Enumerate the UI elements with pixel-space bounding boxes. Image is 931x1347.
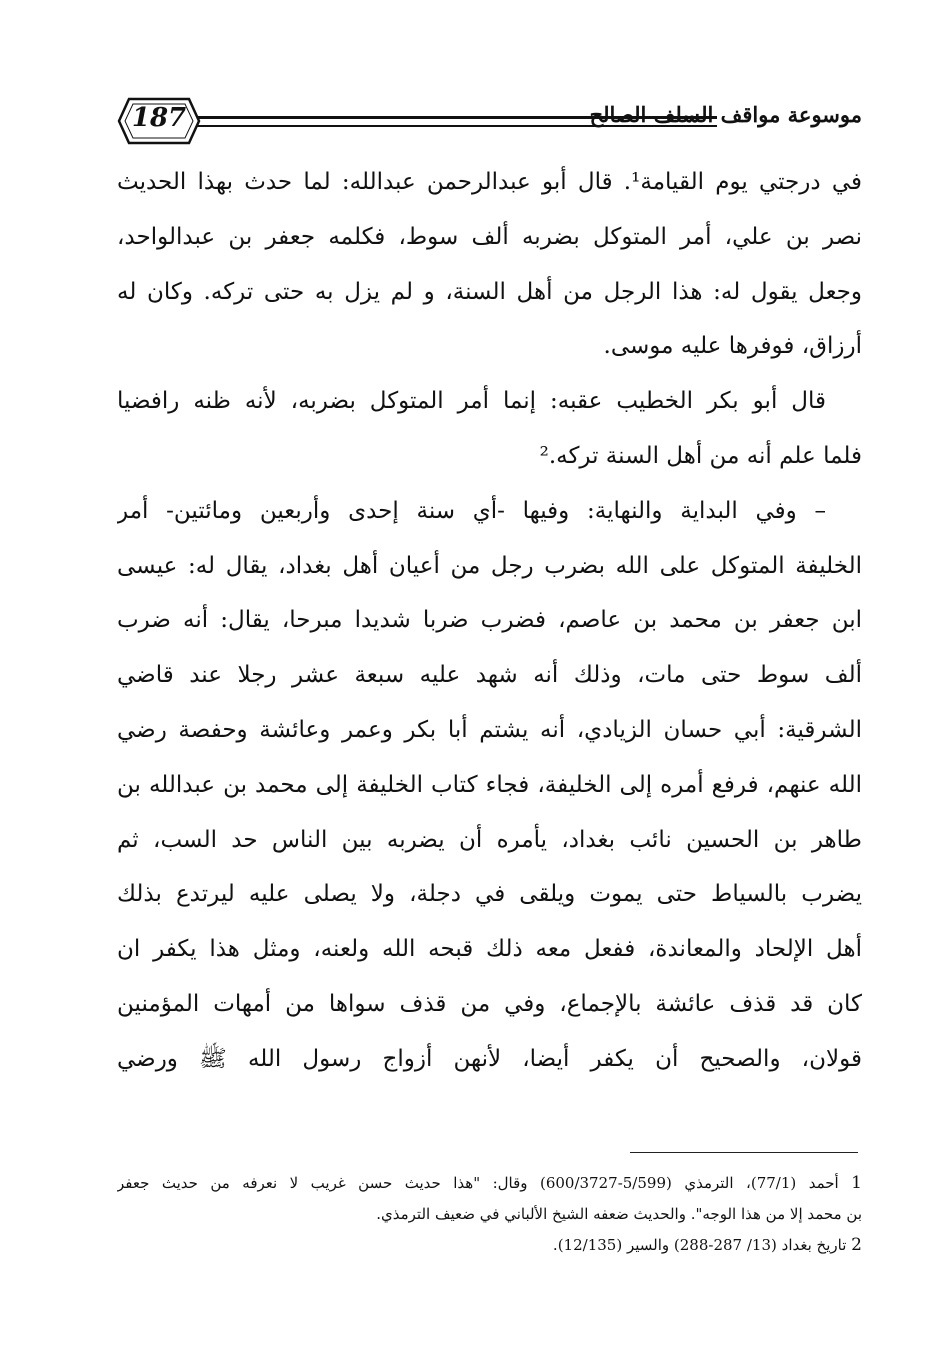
text-line: قال أبو بكر الخطيب عقبه: إنما أمر المتوكل بضربه، لأنه ظنه رافضيا [117,388,826,415]
main-text [117,155,862,1087]
text-line: في درجتي يوم القيامة¹. قال أبو عبدالرحمن عبدالله: لما حدث بهذا الحديث [117,169,862,195]
text-line: ابن جعفر بن محمد بن عاصم، فضرب ضربا شديدا مبرحا، يقال: أنه ضرب [117,607,862,634]
page-header [117,95,862,155]
text-line: الله عنهم، فرفع أمره إلى الخليفة، فجاء كتاب الخليفة إلى محمد بن عبدالله بن [117,771,862,798]
text-line: فلما علم أنه من أهل السنة تركه.² [539,442,862,469]
footnote-text: أحمد (77/1)، الترمذي (5/599-600/3727) وقال: "هذا حديث حسن غريب لا نعرفه من حديث جعفر [117,1174,839,1192]
footnote-text: تاريخ بغداد (13/ 287-288) والسير (12/135). [552,1236,847,1254]
running-title: موسوعة مواقف السلف الصالح [589,102,862,127]
footnote-line: بن محمد إلا من هذا الوجه". والحديث ضعفه الشيخ الألباني في ضعيف الترمذي. [376,1205,862,1223]
text-line: نصر بن علي، أمر المتوكل بضربه ألف سوط، فكلمه جعفر بن عبدالواحد، [117,223,862,250]
footnote-line [117,1230,862,1261]
text-line: وجعل يقول له: هذا الرجل من أهل السنة، و لم يزل به حتى تركه. وكان له [117,278,862,305]
footnote-separator [630,1152,858,1153]
footnote-line [117,1168,862,1199]
text-line: الخليفة المتوكل على الله بضرب رجل من أعيان أهل بغداد، يقال له: عيسى [117,552,862,579]
text-line: طاهر بن الحسين نائب بغداد، يأمره أن يضربه بين الناس حد السب، ثم [117,826,862,853]
text-line: كان قد قذف عائشة بالإجماع، وفي من قذف سواها من أمهات المؤمنين [117,990,862,1017]
text-line: – وفي البداية والنهاية: وفيها -أي سنة إحدى وأربعين ومائتين- أمر [117,497,826,524]
text-line: قولان، والصحيح أن يكفر أيضا، لأنهن أزواج رسول الله ﷺ ورضي [117,1045,862,1072]
text-line: أرزاق، فوفرها عليه موسى. [603,333,862,360]
text-line: أهل الإلحاد والمعاندة، ففعل معه ذلك قبحه الله ولعنه، ومثل هذا يكفر ان [117,936,862,963]
page-number-badge [117,95,201,147]
text-line: يضرب بالسياط حتى يموت ويلقى في دجلة، ولا يصلى عليه ليرتدع بذلك [117,881,862,908]
footnote-number: 2 [851,1235,862,1255]
text-line: الشرقية: أبي حسان الزيادي، أنه يشتم أبا بكر وعمر وعائشة وحفصة رضي [117,716,862,743]
footnotes [117,1168,862,1261]
page-number: 187 [131,103,187,133]
footnote-number: 1 [851,1173,862,1193]
text-line: ألف سوط حتى مات، وذلك أنه شهد عليه سبعة عشر رجلا عند قاضي [117,662,862,689]
